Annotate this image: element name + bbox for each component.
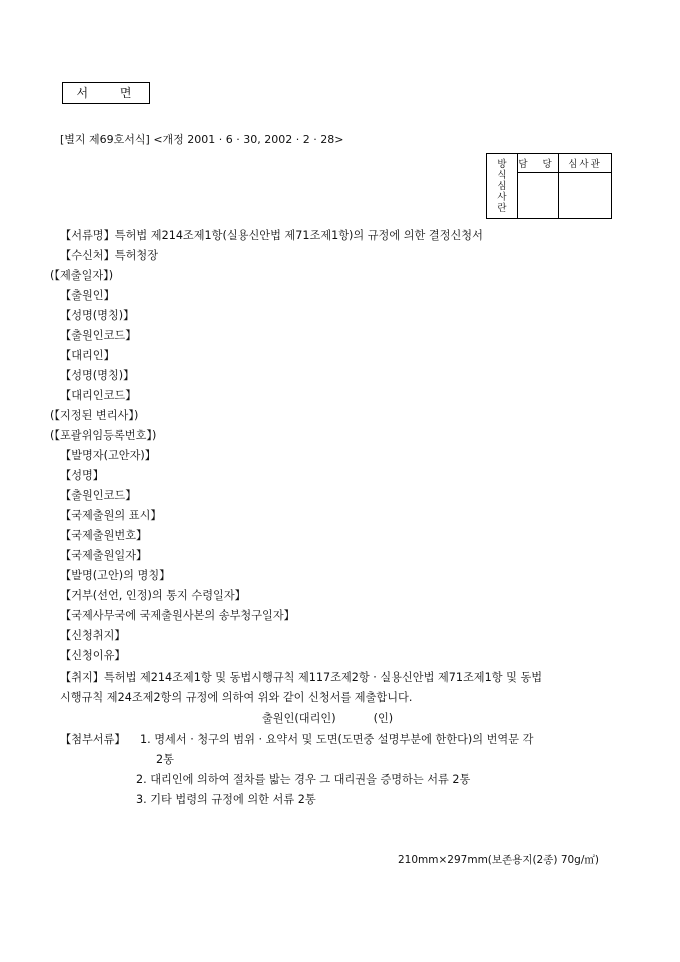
form-field-line: (【포괄위임등록번호】) [50, 429, 157, 442]
paper-spec: 210mm×297mm(보존용지(2종) 70g/㎡) [398, 854, 599, 866]
purpose-line: 시행규칙 제24조제2항의 규정에 의하여 위와 같이 신청서를 제출합니다. [60, 691, 413, 704]
form-field-line: 【국제출원일자】 [60, 549, 148, 562]
attachment-item: 3. 기타 법령의 규정에 의한 서류 2통 [136, 793, 316, 806]
form-field-line: 【출원인】 [60, 289, 115, 302]
attachments-label: 【첨부서류】 [60, 733, 126, 746]
form-field-line: 【신청이유】 [60, 649, 126, 662]
side-char: 란 [497, 202, 507, 214]
form-field-line: 【대리인】 [60, 349, 115, 362]
form-fields [50, 226, 483, 666]
approval-cell-examiner [559, 173, 612, 219]
form-field-line: 【거부(선언, 인정)의 통지 수령일자】 [60, 589, 246, 602]
approval-col-officer: 담 당 [518, 154, 559, 173]
form-field-line: 【출원인코드】 [60, 329, 137, 342]
applicant-signature [262, 710, 393, 726]
attachment-item: 2. 대리인에 의하여 절차를 밟는 경우 그 대리권을 증명하는 서류 2통 [136, 773, 471, 786]
approval-col-examiner: 심사관 [559, 154, 612, 173]
side-char: 심 [497, 180, 507, 192]
attachment-item: 1. 명세서 · 청구의 범위 · 요약서 및 도면(도면중 설명부분에 한한다)의 번역문 각 [140, 733, 534, 746]
approval-side-label [487, 154, 518, 219]
form-field-line: 【성명(명칭)】 [60, 309, 135, 322]
form-field-line: 【신청취지】 [60, 629, 126, 642]
form-field-line: (【제출일자】) [50, 269, 114, 282]
approval-cell-officer [518, 173, 559, 219]
form-field-line: (【지정된 변리사】) [50, 409, 139, 422]
applicant-label: 출원인(대리인) [262, 712, 336, 725]
approval-box [486, 153, 612, 219]
form-field-line: 【대리인코드】 [60, 389, 137, 402]
purpose-statement [60, 668, 628, 708]
seal-mark: (인) [373, 712, 394, 725]
side-char: 방 [497, 158, 507, 170]
form-field-line: 【발명자(고안자)】 [60, 449, 156, 462]
form-field-line: 【국제출원번호】 [60, 529, 148, 542]
document-title: 서 면 [62, 82, 150, 104]
form-field-line: 【수신처】특허청장 [60, 249, 159, 262]
form-field-line: 【국제출원의 표시】 [60, 509, 162, 522]
form-field-line: 【출원인코드】 [60, 489, 137, 502]
form-field-line: 【성명(명칭)】 [60, 369, 135, 382]
form-number: [별지 제69호서식] <개정 2001 · 6 · 30, 2002 · 2 · 28> [60, 133, 344, 146]
form-field-line: 【발명(고안)의 명칭】 [60, 569, 171, 582]
form-field-line: 【서류명】특허법 제214조제1항(실용신안법 제71조제1항)의 규정에 의한 결정신청서 [60, 229, 483, 242]
form-field-line: 【국제사무국에 국제출원사본의 송부청구일자】 [60, 609, 295, 622]
side-char: 식 [497, 169, 507, 181]
purpose-line: 【취지】특허법 제214조제1항 및 동법시행규칙 제117조제2항 · 실용신안법 제71조제1항 및 동법 [60, 671, 543, 684]
attachment-item-cont: 2통 [156, 753, 174, 766]
side-char: 사 [497, 191, 507, 203]
form-field-line: 【성명】 [60, 469, 104, 482]
